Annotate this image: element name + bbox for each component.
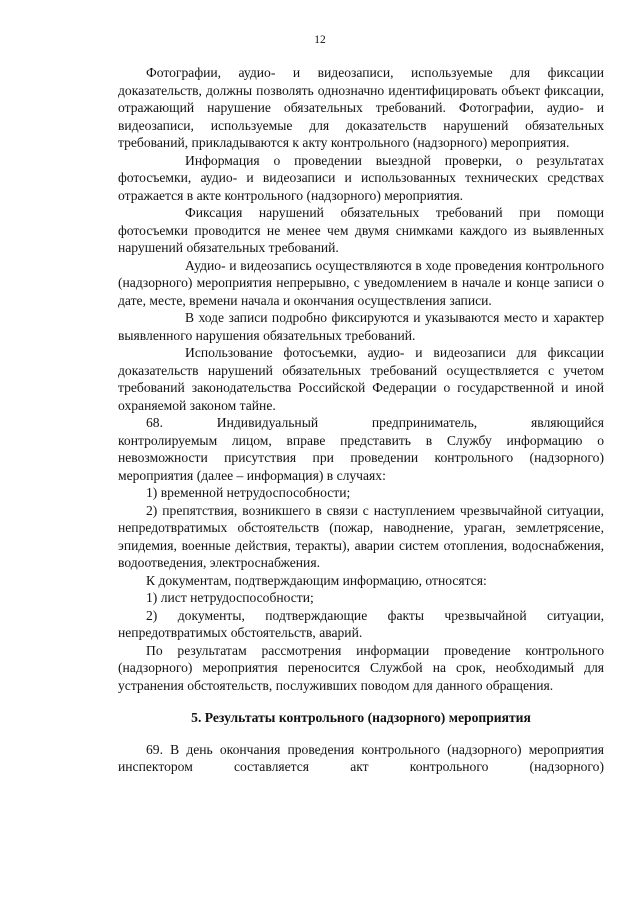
item-68	[118, 414, 604, 484]
item-69: 69. В день окончания проведения контрольного (надзорного) мероприятия инспектором составляется акт контрольного (надзорного)	[118, 741, 604, 774]
paragraph-audio-video: Аудио- и видеозапись осуществляются в ходе проведения контрольного (надзорного) мероприятия непрерывно, с уведомлением в начале и конце записи о дате, месте, времени начала и окончания осуществления записи.	[118, 257, 604, 308]
case-1: 1) временной нетрудоспособности;	[146, 485, 351, 500]
document-body	[118, 64, 604, 776]
paragraph-photo-evidence: Фотографии, аудио- и видеозаписи, используемые для фиксации доказательств, должны позволять однозначно идентифицировать объект фиксации, отражающий нарушение обязательных требований. Фотографии, аудио- и видеозаписи, используемые для доказательств нарушений обязательных требований, прикладываются к акту контрольного (надзорного) мероприятия.	[118, 65, 604, 150]
item-68-word-2: предприниматель,	[371, 415, 478, 430]
paragraph-info-inspection: Информация о проведении выездной проверки, о результатах фотосъемки, аудио- и видеозаписи и использованных технических средствах отражается в акте контрольного (надзорного) мероприятия.	[118, 152, 604, 203]
item-68-number: 68.	[146, 415, 163, 430]
paragraph-postponement: По результатам рассмотрения информации проведение контрольного (надзорного) мероприятия переносится Службой на срок, необходимый для устранения обстоятельств, послуживших поводом для данного обращения.	[118, 642, 604, 693]
item-68-first-line	[118, 414, 604, 432]
documents-intro: К документам, подтверждающим информацию, относятся:	[146, 572, 487, 588]
document-1: 1) лист нетрудоспособности;	[146, 590, 314, 605]
paragraph-recording-details: В ходе записи подробно фиксируются и указываются место и характер выявленного нарушения обязательных требований.	[118, 310, 604, 343]
item-68-word-3: являющийся	[530, 415, 604, 430]
case-2: 2) препятствия, возникшего в связи с наступлением чрезвычайной ситуации, непредотвратимых обстоятельств (пожар, наводнение, ураган, землетрясение, эпидемия, военные действия, теракты), аварии систем отопления, водоснабжения, водоотведения, электроснабжения.	[118, 502, 604, 570]
document-2: 2) документы, подтверждающие факты чрезвычайной ситуации, непредотвратимых обстоятельств, аварий.	[118, 607, 604, 640]
item-68-word-1: Индивидуальный	[216, 415, 319, 430]
page-number: 12	[314, 34, 326, 46]
item-68-text: контролируемым лицом, вправе представить в Службу информацию о невозможности присутствия при проведении контрольного (надзорного) мероприятия (далее – информация) в случаях:	[118, 432, 604, 483]
paragraph-secrecy: Использование фотосъемки, аудио- и видеозаписи для фиксации доказательств нарушений обязательных требований осуществляется с учетом требований законодательства Российской Федерации о государственной и иной охраняемой законом тайне.	[118, 345, 604, 413]
section-heading: 5. Результаты контрольного (надзорного) мероприятия	[191, 710, 531, 725]
paragraph-photo-fixation: Фиксация нарушений обязательных требований при помощи фотосъемки проводится не менее чем двумя снимками каждого из выявленных нарушений обязательных требований.	[118, 205, 604, 255]
